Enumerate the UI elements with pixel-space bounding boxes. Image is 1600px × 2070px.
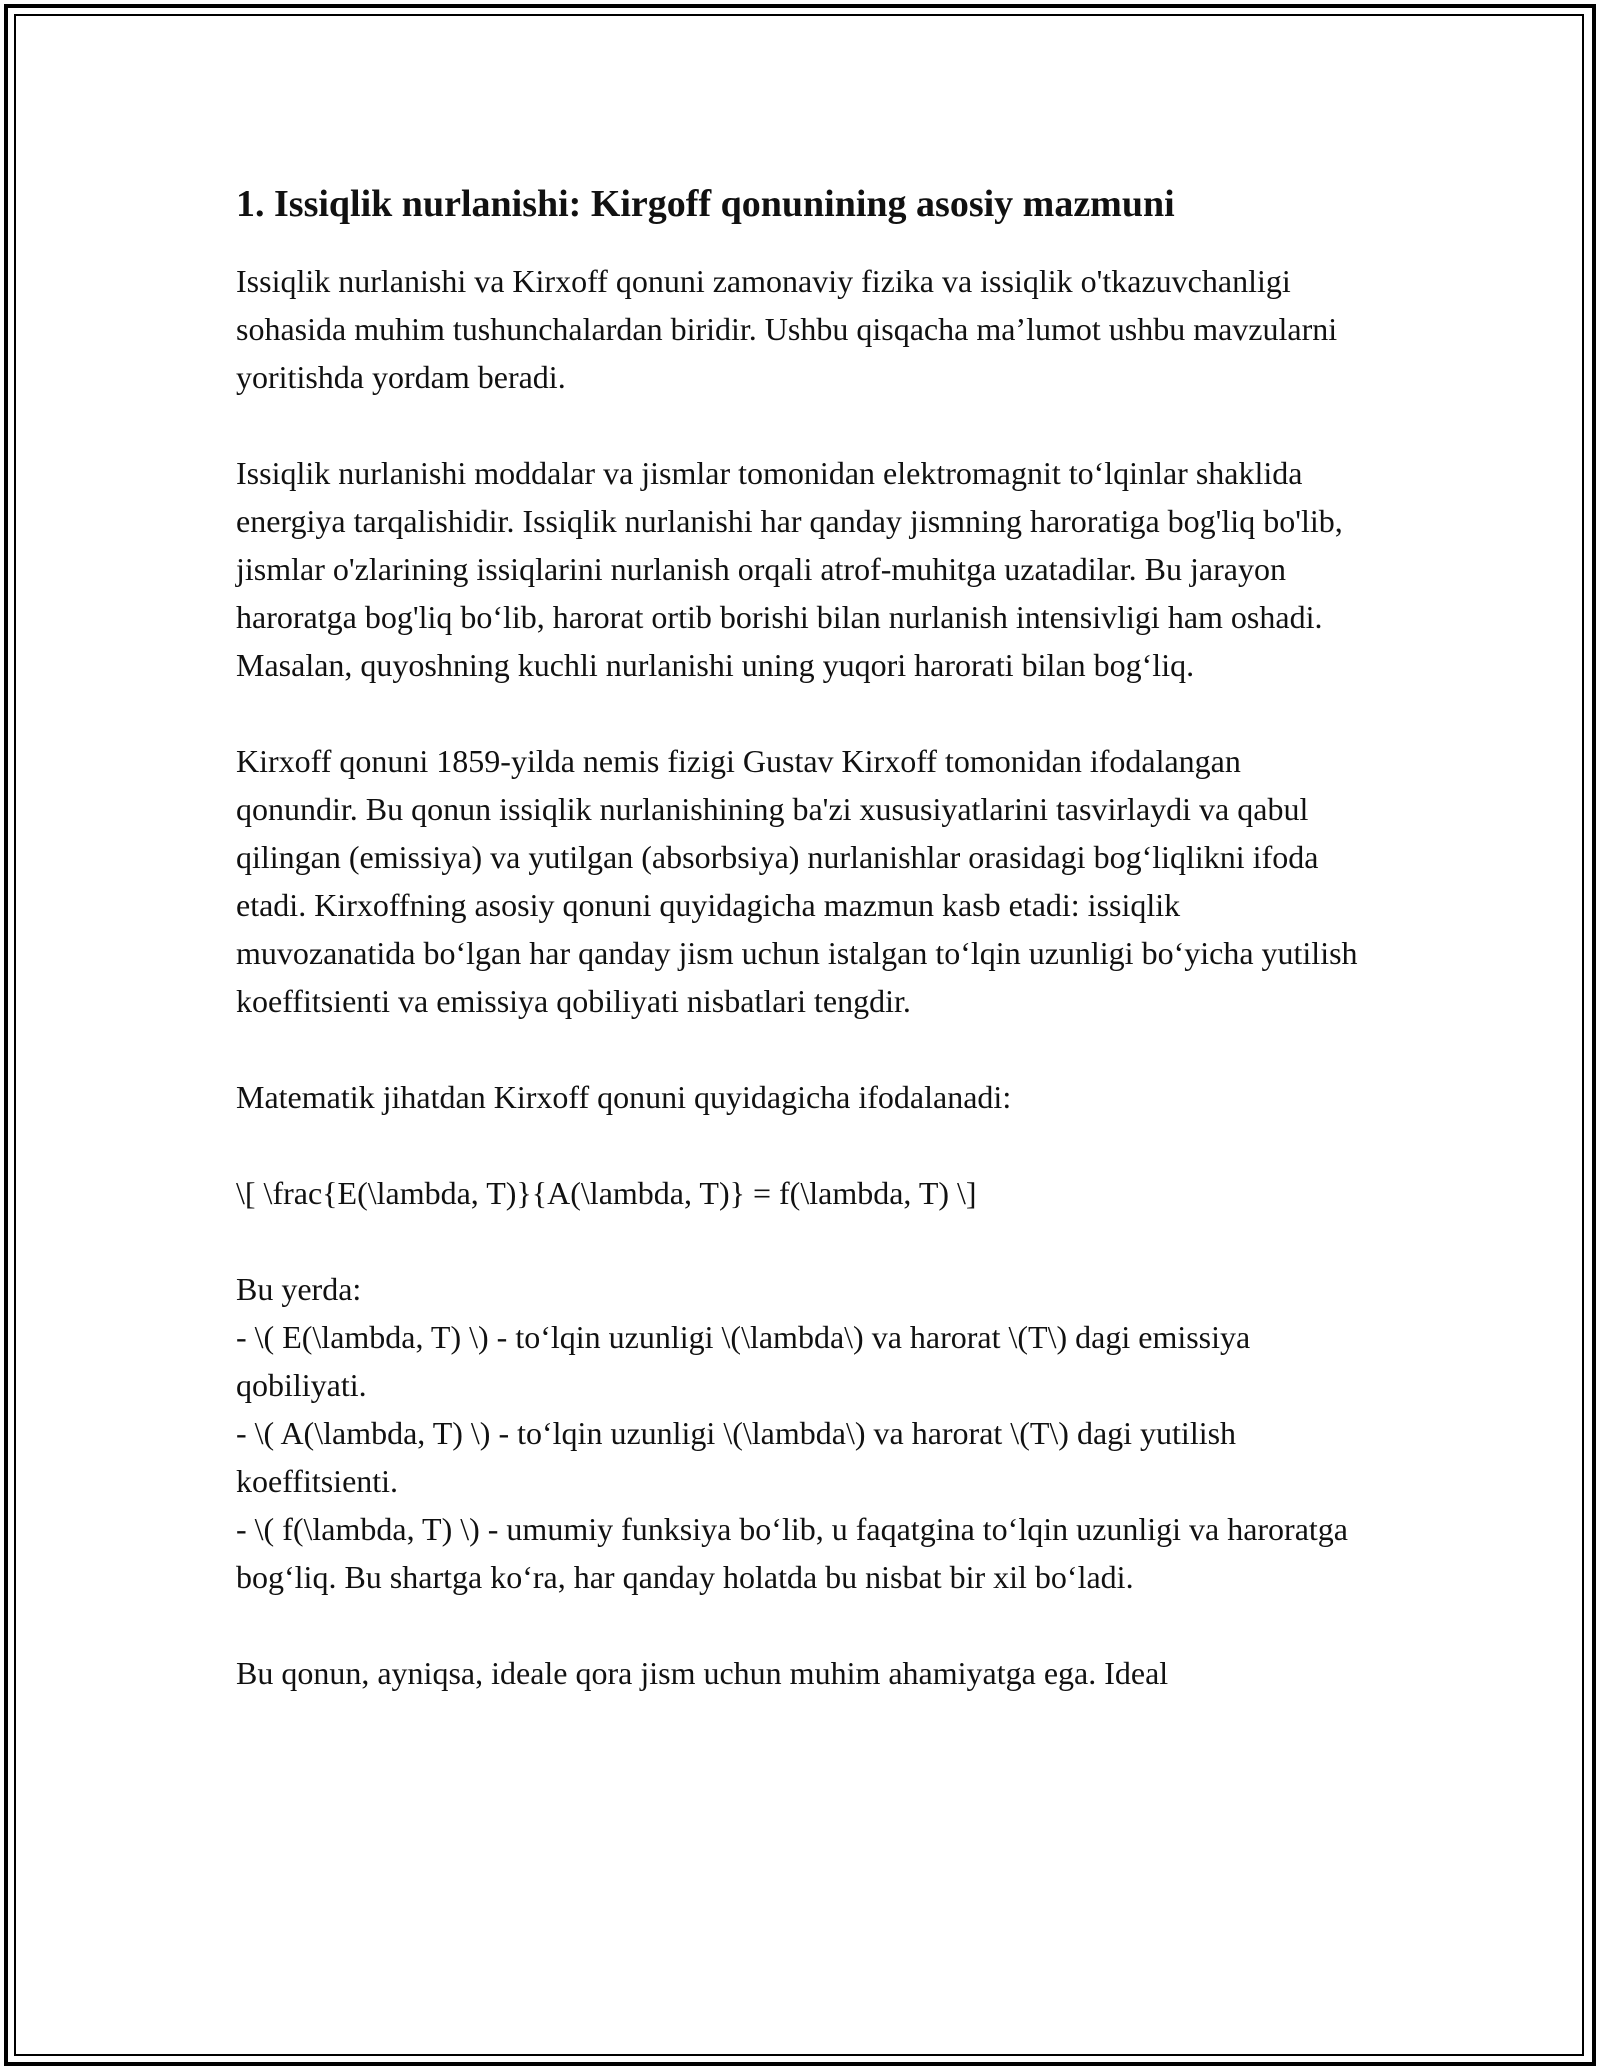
blackbody-paragraph: Bu qonun, ayniqsa, ideale qora jism uchun muhim ahamiyatga ega. Ideal (236, 1655, 1169, 1692)
formula-line: \[ \frac{E(\lambda, T)}{A(\lambda, T)} = f(\lambda, T) \] (236, 1175, 977, 1212)
kirchhoff-law-paragraph: Kirxoff qonuni 1859-yilda nemis fizigi Gustav Kirxoff tomonidan ifodalangan qonundir. Bu qonun issiqlik nurlanishining ba'zi xususiyatlarini tasvirlaydi va qabul qilingan (emissiya) va yutilgan (absorbsiya) nurlanishlar orasidagi bog‘liqlikni ifoda etadi. Kirxoffning asosiy qonuni quyidagicha mazmun kasb etadi: issiqlik muvozanatida bo‘lgan har qanday jism uchun istalgan to‘lqin uzunligi bo‘yicha yutilish koeffitsienti va emissiya qobiliyati nisbatlari tengdir. (236, 743, 1358, 1020)
math-intro-paragraph: Matematik jihatdan Kirxoff qonuni quyidagicha ifodalanadi: (236, 1079, 1012, 1116)
document-body (236, 180, 1366, 1697)
section-heading: 1. Issiqlik nurlanishi: Kirgoff qonunining asosiy mazmuni (236, 183, 1175, 225)
thermal-radiation-paragraph: Issiqlik nurlanishi moddalar va jismlar tomonidan elektromagnit to‘lqinlar shaklida energiya tarqalishidir. Issiqlik nurlanishi har qanday jismning haroratiga bog'liq bo'lib, jismlar o'zlarining issiqlarini nurlanish orqali atrof-muhitga uzatadilar. Bu jarayon haroratga bog'liq bo‘lib, harorat ortib borishi bilan nurlanish intensivligi ham oshadi. Masalan, quyoshning kuchli nurlanishi uning yuqori harorati bilan bog‘liq. (236, 455, 1343, 684)
intro-paragraph: Issiqlik nurlanishi va Kirxoff qonuni zamonaviy fizika va issiqlik o'tkazuvchanligi sohasida muhim tushunchalardan biridir. Ushbu qisqacha ma’lumot ushbu mavzularni yoritishda yordam beradi. (236, 263, 1338, 396)
definitions-paragraph: Bu yerda: - \( E(\lambda, T) \) - to‘lqin uzunligi \(\lambda\) va harorat \(T\) dagi emissiya qobiliyati. - \( A(\lambda, T) \) - to‘lqin uzunligi \(\lambda\) va harorat \(T\) dagi yutilish koeffitsienti. - \( f(\lambda, T) \) - umumiy funksiya bo‘lib, u faqatgina to‘lqin uzunligi va haroratga bog‘liq. Bu shartga ko‘ra, har qanday holatda bu nisbat bir xil bo‘ladi. (236, 1271, 1348, 1596)
